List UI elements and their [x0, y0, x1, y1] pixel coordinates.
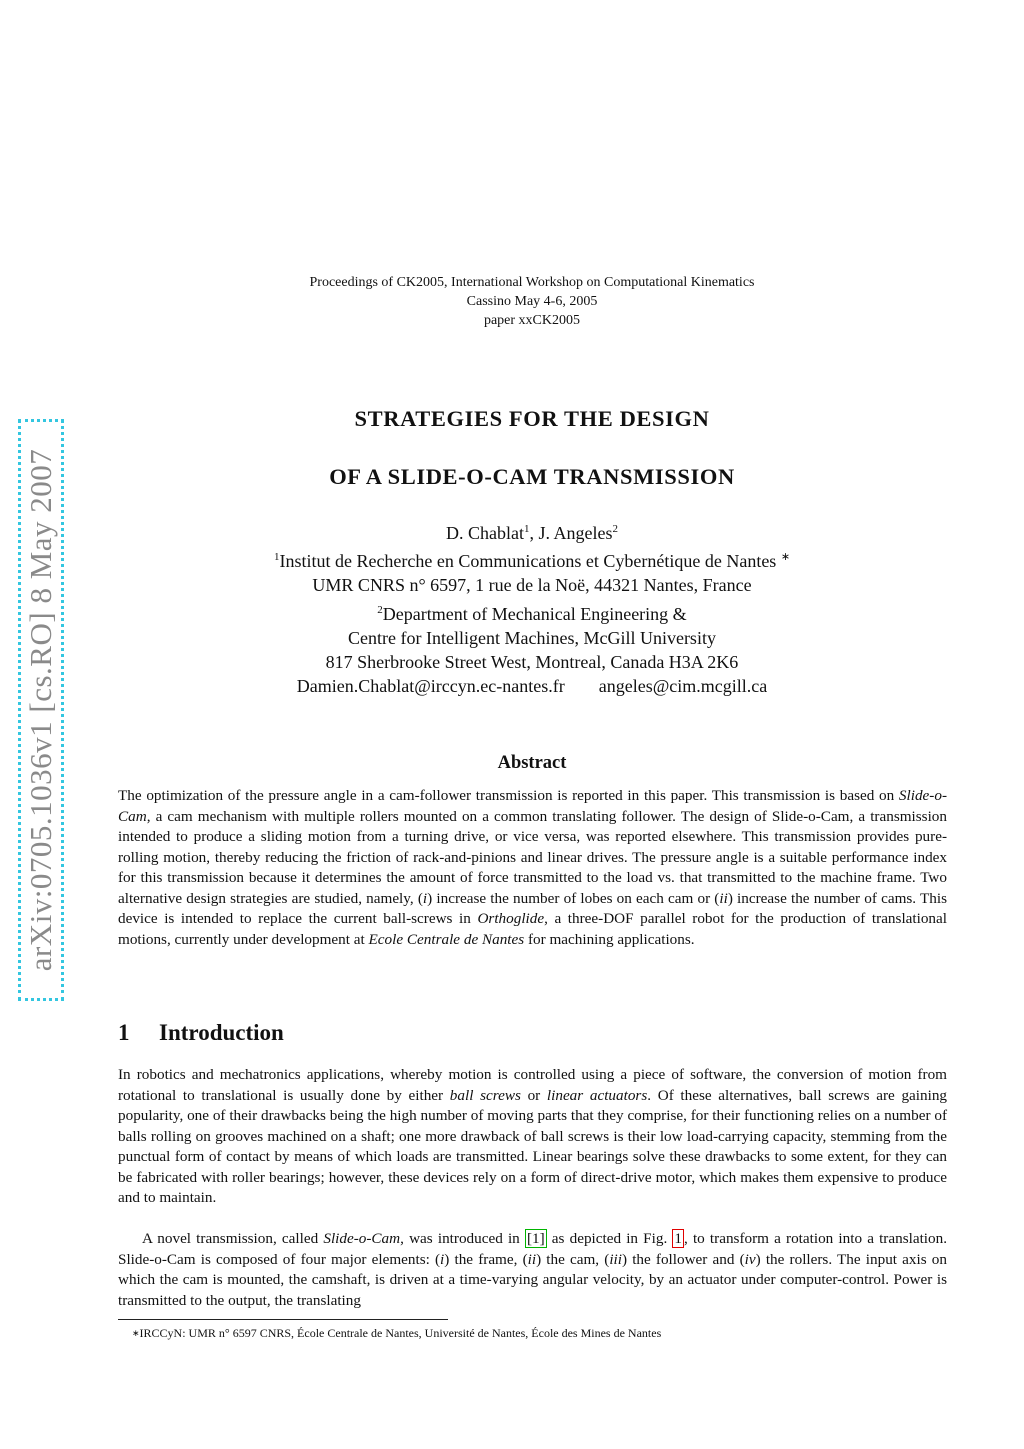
- footnote: ∗IRCCyN: UMR n° 6597 CNRS, École Centrale de Nantes, Université de Nantes, École des Mines de Nantes: [132, 1326, 662, 1340]
- intro-paragraph-2: A novel transmission, called Slide-o-Cam, was introduced in [1] as depicted in Fig. 1 , to transform a rotation into a translation. Slide-o-Cam is composed of four major elements: (i) the frame, (ii) the cam, (iii) the follower and (iv) the rollers. The input axis on which the cam is mounted, the camshaft, is driven at a time-varying angular velocity, by an actuator under computer-control. Power is transmitted to the output, the translating: [118, 1230, 947, 1309]
- affiliation-2-address: 817 Sherbrooke Street West, Montreal, Canada H3A 2K6: [325, 652, 739, 673]
- section-title: Introduction: [159, 1020, 284, 1045]
- abstract-body: The optimization of the pressure angle in a cam-follower transmission is reported in this paper. This transmission is based on Slide-o-Cam, a cam mechanism with multiple rollers mounted on a common translating follower. The design of Slide-o-Cam, a transmission intended to produce a sliding motion from a turning drive, or vice versa, was reported elsewhere. This transmission provides pure-rolling motion, thereby reducing the friction of rack-and-pinions and linear drives. The pressure angle is a suitable performance index for this transmission because it determines the amount of force transmitted to the load vs. that transmitted to the machine frame. Two alternative design strategies are studied, namely, (i) increase the number of lobes on each cam or (ii) increase the number of cams. This device is intended to replace the current ball-screws in Orthoglide, a three-DOF parallel robot for the production of translational motions, currently under development at Ecole Centrale de Nantes for machining applications.: [118, 787, 948, 948]
- footnote-divider: [118, 1319, 448, 1320]
- abstract-heading: Abstract: [497, 753, 567, 773]
- citation-link[interactable]: [1]: [526, 1230, 545, 1247]
- author-names: D. Chablat$^1$, J. Angeles$^2$: [446, 523, 618, 543]
- paper-title-line-1: STRATEGIES FOR THE DESIGN: [354, 406, 710, 431]
- affiliation-1-address: UMR CNRS n° 6597, 1 rue de la Noë, 44321 Nantes, France: [312, 575, 752, 596]
- affiliation-1: $^1$Institut de Recherche en Communications et Cybernétique de Nantes ∗: [273, 551, 791, 572]
- figure-link[interactable]: 1: [674, 1230, 682, 1247]
- section-number: 1: [118, 1020, 130, 1045]
- author-block: [0, 517, 1024, 698]
- proceedings-header: [0, 273, 1024, 330]
- affiliation-2: $^2$Department of Mechanical Engineering &: [377, 603, 687, 624]
- proceedings-line: Proceedings of CK2005, International Workshop on Computational Kinematics: [309, 275, 755, 290]
- affiliation-2-line-2: Centre for Intelligent Machines, McGill University: [348, 627, 716, 648]
- arxiv-identifier: arXiv:0705.1036v1 [cs.RO] 8 May 2007: [23, 448, 58, 972]
- intro-paragraph-1: In robotics and mechatronics applications, whereby motion is controlled using a piece of software, the conversion of motion from rotational to translational is usually done by either ball screws or linear actuators. Of these alternatives, ball screws are gaining popularity, one of their drawbacks being the high number of moving parts that they comprise, for their functioning relies on a number of balls rolling on grooves machined on a shaft; one more drawback of ball screws is their low load-carrying capacity, stemming from the punctual form of contact by means of which loads are transmitted. Linear bearings solve these drawbacks to some extent, for they can be fabricated with roller bearings; however, these devices rely on a form of direct-drive motor, which makes them expensive to produce and to maintain.: [118, 1066, 948, 1206]
- author-emails: [0, 674, 1024, 698]
- paper-title-line-2: OF A SLIDE-O-CAM TRANSMISSION: [329, 464, 735, 489]
- email-chablat[interactable]: Damien.Chablat@irccyn.ec-nantes.fr: [296, 676, 565, 697]
- email-angeles[interactable]: angeles@cim.mcgill.ca: [598, 676, 768, 697]
- conference-date: Cassino May 4-6, 2005: [466, 294, 598, 309]
- paper-id: paper xxCK2005: [483, 313, 581, 328]
- section-heading-introduction: [118, 1020, 284, 1046]
- arxiv-stamp: [18, 419, 64, 1001]
